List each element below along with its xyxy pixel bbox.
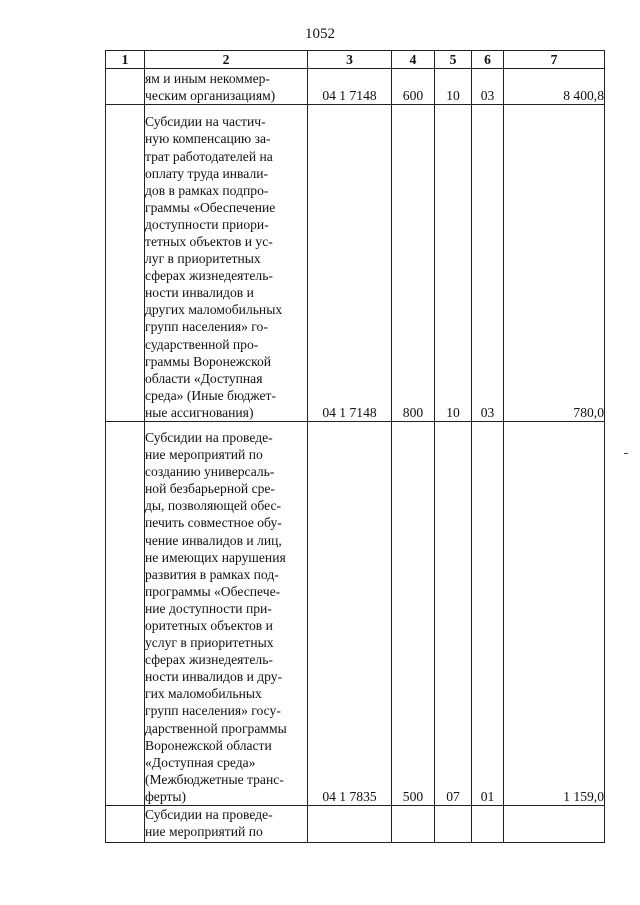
header-col-1: 1 — [106, 51, 145, 69]
row-name-text: ям и иным некоммер- ческим организациям) — [145, 70, 276, 103]
row-target-code — [308, 806, 392, 843]
header-col-7: 7 — [504, 51, 605, 69]
row-name — [145, 806, 308, 843]
header-col-6: 6 — [472, 51, 504, 69]
row-section: 10 — [435, 105, 472, 422]
row-sum: 8 400,8 — [504, 69, 605, 105]
header-col-5: 5 — [435, 51, 472, 69]
row-name-text: Субсидии на частич- ную компенсацию за- трат работодателей на оплату труда инвали- дов в рамках подпро- граммы «Обеспечение доступности приори- тетных объектов и ус- луг в приоритетных сферах жизнедеятель- ности инвалидов и других маломобильных групп населения» го- сударственной про- граммы Воронежской области «Доступная среда» (Иные бюджет- ные ассигнования) — [145, 114, 283, 420]
row-number — [106, 422, 145, 806]
page-number: 1052 — [305, 26, 335, 42]
table-row — [106, 105, 605, 422]
row-expense-type — [392, 806, 435, 843]
row-name — [145, 422, 308, 806]
header-row — [106, 51, 605, 69]
row-sum: 1 159,0 — [504, 422, 605, 806]
row-expense-type: 800 — [392, 105, 435, 422]
row-name — [145, 69, 308, 105]
table-row — [106, 69, 605, 105]
row-section — [435, 806, 472, 843]
row-subsection: 03 — [472, 69, 504, 105]
row-target-code: 04 1 7148 — [308, 105, 392, 422]
row-number — [106, 105, 145, 422]
row-number — [106, 806, 145, 843]
table-row — [106, 422, 605, 806]
budget-table — [105, 50, 605, 843]
row-subsection — [472, 806, 504, 843]
header-col-2: 2 — [145, 51, 308, 69]
row-expense-type: 500 — [392, 422, 435, 806]
row-subsection: 01 — [472, 422, 504, 806]
row-section: 07 — [435, 422, 472, 806]
row-sum — [504, 806, 605, 843]
row-name — [145, 105, 308, 422]
row-section: 10 — [435, 69, 472, 105]
row-number — [106, 69, 145, 105]
row-sum: 780,0 — [504, 105, 605, 422]
scan-mark — [624, 453, 628, 454]
row-name-text: Субсидии на проведе- ние мероприятий по созданию универсаль- ной безбарьерной сре- ды, позволяющей обес- печить совместное обу- чение инвалидов и лиц, не имеющих нарушения развития в рамках под- программы «Обеспече- ние доступности при- оритетных объектов и услуг в приоритетных сферах жизнедеятель- ности инвалидов и дру- гих маломобильных групп населения» госу- дарственной программы Воронежской области «Доступная среда» (Межбюджетные транс- ферты) — [145, 429, 287, 804]
header-col-3: 3 — [308, 51, 392, 69]
row-subsection: 03 — [472, 105, 504, 422]
table-row — [106, 806, 605, 843]
row-target-code: 04 1 7835 — [308, 422, 392, 806]
row-target-code: 04 1 7148 — [308, 69, 392, 105]
header-col-4: 4 — [392, 51, 435, 69]
row-name-text: Субсидии на проведе- ние мероприятий по — [145, 807, 273, 840]
row-expense-type: 600 — [392, 69, 435, 105]
